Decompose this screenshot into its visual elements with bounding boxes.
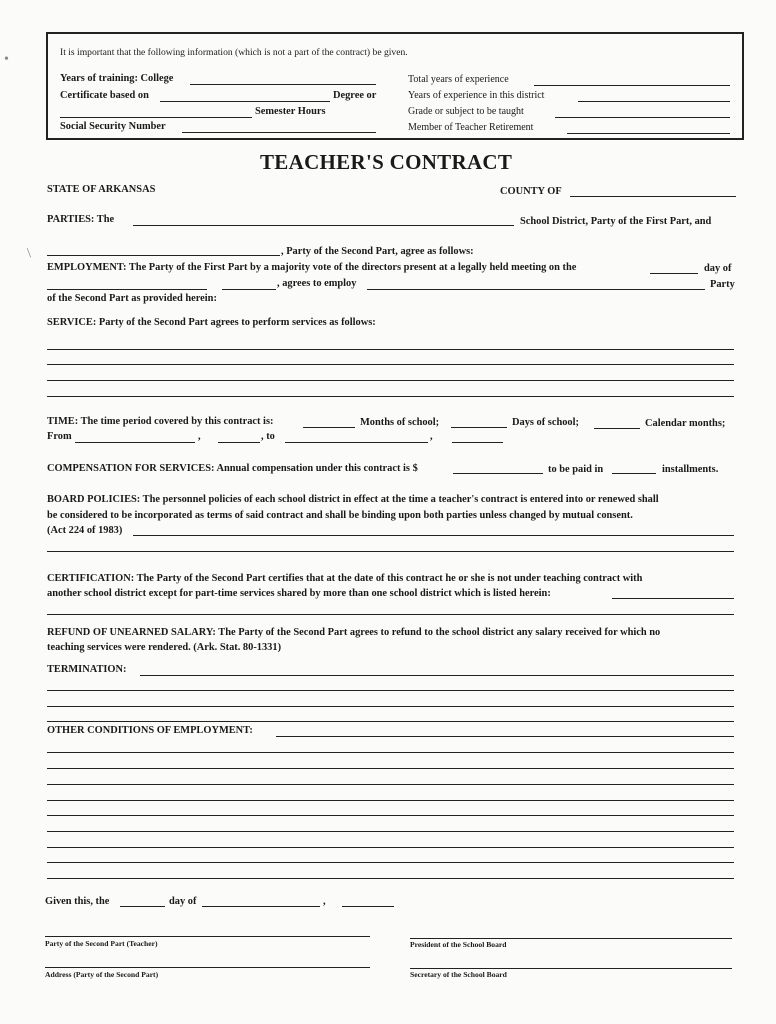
- other-conditions-line-4[interactable]: [47, 784, 734, 785]
- second-party-field[interactable]: [47, 255, 280, 256]
- other-conditions-label: OTHER CONDITIONS OF EMPLOYMENT:: [47, 725, 253, 736]
- calendar-field[interactable]: [594, 428, 640, 429]
- time-label: TIME: The time period covered by this contract is:: [47, 416, 274, 427]
- to-year-field[interactable]: [452, 442, 503, 443]
- installments-field[interactable]: [612, 473, 656, 474]
- employment-line3: of the Second Part as provided herein:: [47, 293, 217, 304]
- other-conditions-line-8[interactable]: [47, 847, 734, 848]
- parties-label: PARTIES: The: [47, 214, 115, 225]
- other-conditions-line-1[interactable]: [276, 736, 734, 737]
- other-conditions-line-5[interactable]: [47, 800, 734, 801]
- president-signature-label: President of the School Board: [410, 940, 507, 949]
- meeting-year-field[interactable]: [222, 289, 276, 290]
- refund-line2: teaching services were rendered. (Ark. Stat. 80-1331): [47, 642, 282, 653]
- district-name-field[interactable]: [133, 225, 514, 226]
- ssn-field[interactable]: [182, 132, 376, 133]
- given-month-field[interactable]: [202, 906, 320, 907]
- service-line-4[interactable]: [47, 396, 734, 397]
- other-conditions-line-7[interactable]: [47, 831, 734, 832]
- from-date-field[interactable]: [75, 442, 195, 443]
- other-conditions-line-10[interactable]: [47, 878, 734, 879]
- given-day-of: day of: [169, 896, 197, 907]
- termination-line-2[interactable]: [47, 690, 734, 691]
- to-comma: ,: [430, 431, 433, 442]
- service-line-2[interactable]: [47, 364, 734, 365]
- board-policies-line1: BOARD POLICIES: The personnel policies of each school district in effect at the time a teacher's contract is entered into or renewed shall: [47, 494, 659, 505]
- secretary-signature-label: Secretary of the School Board: [410, 970, 507, 979]
- service-line-1[interactable]: [47, 349, 734, 350]
- board-policies-line3: (Act 224 of 1983): [47, 525, 123, 536]
- certificate-label: Certificate based on: [60, 90, 149, 101]
- given-day-field[interactable]: [120, 906, 165, 907]
- certification-field-2[interactable]: [47, 614, 734, 615]
- employment-day-of: day of: [704, 263, 732, 274]
- board-policies-field-1[interactable]: [133, 535, 734, 536]
- years-training-field[interactable]: [190, 84, 376, 85]
- teacher-name-field[interactable]: [367, 289, 705, 290]
- teacher-retirement-label: Member of Teacher Retirement: [408, 122, 534, 133]
- days-label: Days of school;: [512, 417, 579, 428]
- teacher-signature-label: Party of the Second Part (Teacher): [45, 939, 158, 948]
- page-title: TEACHER'S CONTRACT: [260, 150, 513, 174]
- to-label: , to: [261, 431, 275, 442]
- pen-mark: /: [23, 246, 36, 261]
- total-years-label: Total years of experience: [408, 74, 509, 85]
- info-intro: It is important that the following information (which is not a part of the contract) be given.: [60, 47, 408, 58]
- compensation-amount-field[interactable]: [453, 473, 543, 474]
- grade-subject-field[interactable]: [555, 117, 730, 118]
- scan-mark: •: [4, 52, 9, 67]
- termination-line-4[interactable]: [47, 721, 734, 722]
- teacher-retirement-field[interactable]: [567, 133, 730, 134]
- employment-party: Party: [710, 279, 735, 290]
- address-line[interactable]: [45, 967, 370, 968]
- address-label: Address (Party of the Second Part): [45, 970, 159, 979]
- ssn-label: Social Security Number: [60, 121, 166, 132]
- from-comma: ,: [198, 431, 201, 442]
- board-policies-line2: be considered to be incorporated as terms of said contract and shall be binding upon both parties unless changed by mutual consent.: [47, 510, 633, 521]
- employment-line1: EMPLOYMENT: The Party of the First Part by a majority vote of the directors present at a legally held meeting on the: [47, 262, 577, 273]
- degree-or-label: Degree or: [333, 90, 377, 101]
- teacher-signature-line[interactable]: [45, 936, 370, 937]
- other-conditions-line-9[interactable]: [47, 862, 734, 863]
- meeting-month-field[interactable]: [47, 289, 207, 290]
- termination-line-3[interactable]: [47, 706, 734, 707]
- other-conditions-line-2[interactable]: [47, 752, 734, 753]
- secretary-signature-line[interactable]: [410, 968, 732, 969]
- termination-label: TERMINATION:: [47, 664, 127, 675]
- meeting-day-field[interactable]: [650, 273, 698, 274]
- years-district-field[interactable]: [578, 101, 730, 102]
- calendar-label: Calendar months;: [645, 418, 726, 429]
- months-field[interactable]: [303, 427, 355, 428]
- total-years-field[interactable]: [534, 85, 730, 86]
- termination-line-1[interactable]: [140, 675, 734, 676]
- certification-field-1[interactable]: [612, 598, 734, 599]
- other-conditions-line-3[interactable]: [47, 768, 734, 769]
- from-year-field[interactable]: [218, 442, 260, 443]
- service-label: SERVICE: Party of the Second Part agrees to perform services as follows:: [47, 317, 376, 328]
- certification-line2: another school district except for part-time services shared by more than one school district which is listed herein:: [47, 588, 551, 599]
- employment-agrees: , agrees to employ: [277, 278, 357, 289]
- years-training-label: Years of training: College: [60, 73, 174, 84]
- other-conditions-line-6[interactable]: [47, 815, 734, 816]
- county-label: COUNTY OF: [500, 186, 562, 197]
- certification-line1: CERTIFICATION: The Party of the Second Part certifies that at the date of this contract he or she is not under teaching contract with: [47, 573, 643, 584]
- installments-label: installments.: [662, 464, 719, 475]
- semester-hours-field[interactable]: [60, 117, 252, 118]
- days-field[interactable]: [451, 427, 507, 428]
- compensation-label: COMPENSATION FOR SERVICES: Annual compensation under this contract is $: [47, 463, 418, 474]
- semester-hours-label: Semester Hours: [255, 106, 326, 117]
- state-label: STATE OF ARKANSAS: [47, 184, 156, 195]
- given-comma: ,: [323, 896, 326, 907]
- from-label: From: [47, 431, 72, 442]
- given-label: Given this, the: [45, 896, 110, 907]
- second-party-label: , Party of the Second Part, agree as follows:: [281, 246, 474, 257]
- refund-line1: REFUND OF UNEARNED SALARY: The Party of the Second Part agrees to refund to the school district any salary received for which no: [47, 627, 661, 638]
- compensation-paid-label: to be paid in: [548, 464, 604, 475]
- to-date-field[interactable]: [285, 442, 428, 443]
- years-district-label: Years of experience in this district: [408, 90, 545, 101]
- given-year-field[interactable]: [342, 906, 394, 907]
- grade-subject-label: Grade or subject to be taught: [408, 106, 524, 117]
- board-policies-field-2[interactable]: [47, 551, 734, 552]
- president-signature-line[interactable]: [410, 938, 732, 939]
- first-party-label: School District, Party of the First Part, and: [520, 216, 712, 227]
- months-label: Months of school;: [360, 417, 440, 428]
- county-field[interactable]: [570, 196, 736, 197]
- service-line-3[interactable]: [47, 380, 734, 381]
- certificate-field[interactable]: [160, 101, 330, 102]
